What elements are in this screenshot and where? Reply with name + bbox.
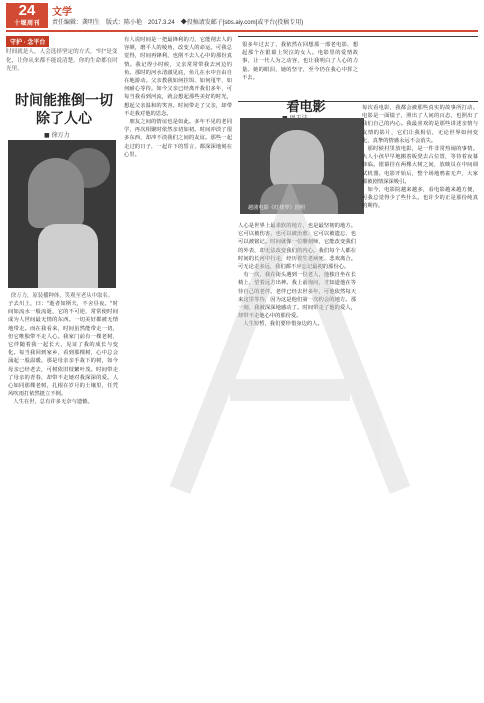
article-byline: ■ 徐万力 [44, 132, 70, 139]
header-divider [6, 30, 478, 32]
page-number: 24 [18, 2, 36, 19]
article-intro: 时间就是人，人会选择坚定的方式。"时"是变化，让你从来都不能说清楚，你的生命都在时光里。 [6, 49, 118, 73]
photo-actor-face [270, 130, 324, 192]
author-photo [8, 140, 116, 288]
page-number-badge [6, 3, 48, 28]
movie-still-photo [240, 118, 364, 214]
article-body-col-3: 人心是世界上最柔软的地方，也是最坚韧的地方。它可以被伤害，也可以被治愈；它可以被遗忘，也可以被铭记。时间就像一位雕刻师，它能改变我们的外表，却无法改变我们的内心。我们每个人都在时间的长河中行走，经历着生老病死、悲欢离合。可无论走多远，我们都不应忘记最初的那份心。 有一次，我在街头遇到一位老人，他独自坐在长椅上，望着远方出神。我上前询问，才知道他在等待自己的老伴。老伴已经去世多年，可他依然每天来这里等待，因为这是他们第一次约会的地方。那一刻，我被深深地感动了。时间带走了他的爱人，却带不走他心中的那份爱。 人生短暂，我们要珍惜身边的人。 [238, 223, 356, 328]
article-headline: 时间能推倒一切除了人心 [15, 93, 113, 127]
author-photo-caption: 徐万力，原装播种体，笑观至老从中取名。 [10, 293, 114, 299]
column-tag: 守护 · 念平台 [6, 36, 49, 47]
feature-box [238, 36, 478, 102]
feature-box-text: 很多年过去了，我依然在回想那一部老电影，想起那个在银幕上哭泣的女人。电影里的爱情故事，让一代人为之动容，也让我明白了人心的力量。她的眼泪，她的坚守，至今仍在我心中挥之不去。 [242, 42, 358, 81]
editor-info-line: 责任编辑：龚明生 版式：陈小艳 2017.3.24 ◆投稿请发邮子[sbs.aiy.com]或平台(投稿专用) [52, 20, 304, 26]
publication-name: 十堰周刊 [13, 21, 40, 27]
section-title: 文学 [52, 7, 72, 18]
movie-article-headline: 看电影 [286, 100, 326, 115]
article-body-col-2: 有人说时间是一把最锋利的刀，它能削去人的容颜，磨平人的棱角，改变人的命运。可我总觉得，时间再锋利，也削不去人心中的那份真情。我记得小时候，父亲常常带我去河边钓鱼。那时的河水清澈见底，鱼儿在水中自由自在地游动。父亲教我如何挂饵、如何甩竿、如何耐心等待。如今父亲已经离开我们多年，可每当我看到河流，就会想起那些美好的时光，想起父亲温和的笑容。时间带走了父亲，却带不走我对他的思念。 朋友之间的情谊也是如此。多年不见的老同学，再次相聚时依然亲切如初。时间冲淡了很多东西，却冲不淡我们之间的友谊。那些一起走过的日子，一起许下的誓言，都深深地刻在心里。 [124, 37, 232, 158]
photo-figure-body [38, 224, 98, 288]
article-body-col-4: 每次看电影，我都会被那些真实的故事所打动。电影是一面镜子，照出了人间的百态，也照出了我们自己的内心。我最喜欢的是那些讲述亲情与友情的影片，它们让我相信，无论世界如何变化，真挚的情感永远不会消失。 那时候村里放电影，是一件非常热闹的事情。大人小孩早早地搬着板凳去占位置，等待着夜幕降临。银幕挂在两棵大树之间，放映员在中间调试机器。电影开始后，整个场地鸦雀无声，大家都被剧情深深吸引。 如今，电影院越来越多，看电影越来越方便，可我总觉得少了些什么。也许少的正是那份纯真的期待。 [362, 105, 478, 210]
photo-figure-head [28, 158, 84, 228]
masthead [0, 0, 484, 30]
movie-still-caption: 越剧电影《红楼梦》剧照 [248, 205, 306, 211]
article-body-col-1: 子去川上，曰："逝者如斯夫，不舍昼夜。"时间如流水一般流逝，它的不可逆，常常使时间成为人世间最无情的东西。一切美好都被无情地带走。而在我看来，时间虽然能带走一切，但它唯独带不走人心。我家门前有一棵老树，它伴随着我一起长大，见证了我的成长与变化。每当我回到家乡，看到那棵树，心中总会涌起一股温暖。那是母亲亲手栽下的树，如今母亲已经老去，可树依旧枝繁叶茂。时间带走了母亲的青春，却带不走她对我深深的爱。人心如同那棵老树，扎根在岁月的土壤里，任凭风吹雨打依然挺立不倒。 人生在世，总有许多无奈与遗憾。 [8, 301, 118, 406]
